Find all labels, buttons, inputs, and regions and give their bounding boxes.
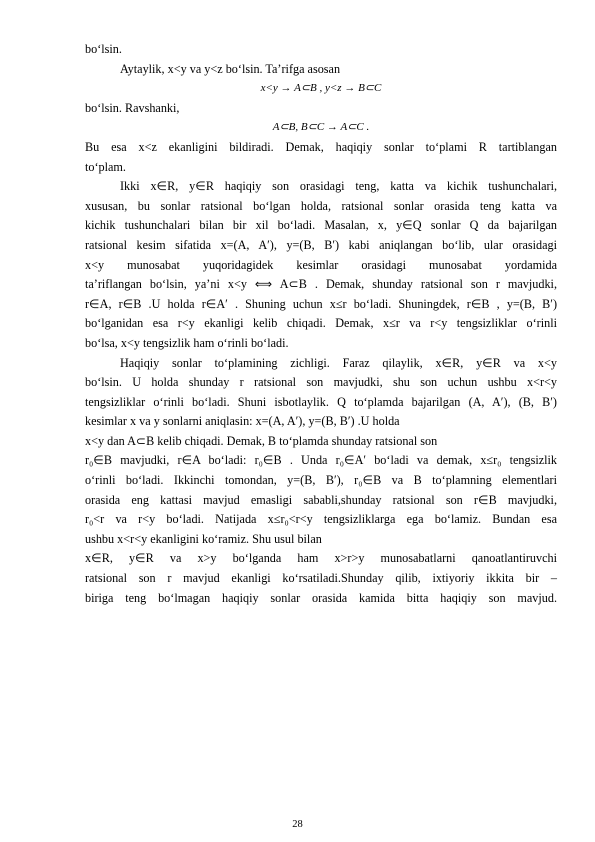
text-line: x∈R, y∈R va x>y bo‘lganda ham x>r>y munosabatlarni qanoatlantiruvchi [85,551,557,566]
text-line: ratsional son r mavjud ekanligi ko‘rsatiladi.Shunday qilib, ixtiyoriy ikkita bir – [85,571,557,586]
text-line: Aytaylik, x<y va y<z bo‘lsin. Ta’rifga asosan [120,61,341,76]
text-line: ta’riflangan bo‘lsin, ya’ni x<y ⟺ A⊂B . Demak, shunday ratsional son r mavjudki, [85,277,557,292]
text-line: Bu esa x<z ekanligini bildiradi. Demak, haqiqiy sonlar to‘plami R tartiblangan [85,139,557,154]
text-line: bo‘lganidan esa r<y ekanligi kelib chiqadi. Demak, x≤r va r<y tengsizliklar o‘rinli [85,316,557,331]
text-line: bo‘lsin. Ravshanki, [85,100,180,115]
text-line: to‘plam. [85,159,126,174]
text-line: x<y munosabat yuqoridagidek kesimlar orasidagi munosabat yordamida [85,257,557,272]
text-line: ratsional kesim sifatida x=(A, A′), y=(B, B′) kabi aniqlangan bo‘lib, ular orasidagi [85,237,557,252]
text-line: xususan, bu sonlar ratsional bo‘lgan holda, ratsional sonlar orasida teng katta va [85,198,557,213]
text-line: Ikki x∈R, y∈R haqiqiy son orasidagi teng, katta va kichik tushunchalari, [120,179,557,194]
text-line: r₀<r va r<y bo‘ladi. Natijada x≤r₀<r<y tengsizliklarga ega bo‘lamiz. Bundan esa [85,512,557,527]
text-line: r₀∈B mavjudki, r∈A bo‘ladi: r₀∈B . Unda r₀∈A′ bo‘ladi va demak, x≤r₀ tengsizlik [85,453,557,468]
section-heading-line: Haqiqiy sonlar to‘plamining zichligi. Faraz qilaylik, x∈R, y∈R va x<y [120,355,557,370]
text-line: r∈A, r∈B .U holda r∈A′ . Shuning uchun x≤r bo‘ladi. Shuningdek, r∈B , y=(B, B′) [85,296,557,311]
text-line: x<y dan A⊂B kelib chiqadi. Demak, B to‘plamda shunday ratsional son [85,433,438,448]
text-line: biriga teng bo‘lmagan haqiqiy sonlar orasida kamida bitta haqiqiy son mavjud. [85,590,557,605]
math-display: x<y → A⊂B , y<z → B⊂C [260,82,382,95]
text-line: bo‘lsin. U holda shunday r ratsional son mavjudki, shu son uchun ushbu x<r<y [85,375,557,390]
text-line: bo‘lsa, x<y tengsizlik ham o‘rinli bo‘ladi. [85,335,289,350]
page-number: 28 [292,819,303,830]
text-line: bo‘lsin. [85,42,122,56]
text-line: o‘rinli bo‘ladi. Ikkinchi tomondan, y=(B, B′), r₀∈B va B to‘plamning elementlari [85,473,557,488]
text-line: kesimlar x va y sonlarni aniqlasin: x=(A, A′), y=(B, B′) .U holda [85,414,400,429]
text-line: tengsizliklar o‘rinli bo‘ladi. Shuni isbotlaylik. Q to‘plamda bajarilgan (A, A′), (B, B′) [85,394,557,409]
math-display: A⊂B, B⊂C → A⊂C . [272,121,370,134]
text-line: kichik tushunchalari bilan bir xil bo‘ladi. Masalan, x, y∈Q sonlar Q da bajarilgan [85,218,557,233]
text-line: orasida eng kattasi mavjud emasligi sababli,shunday ratsional son r∈B mavjudki, [85,492,557,507]
text-line: ushbu x<r<y ekanligini ko‘ramiz. Shu usul bilan [85,531,322,546]
